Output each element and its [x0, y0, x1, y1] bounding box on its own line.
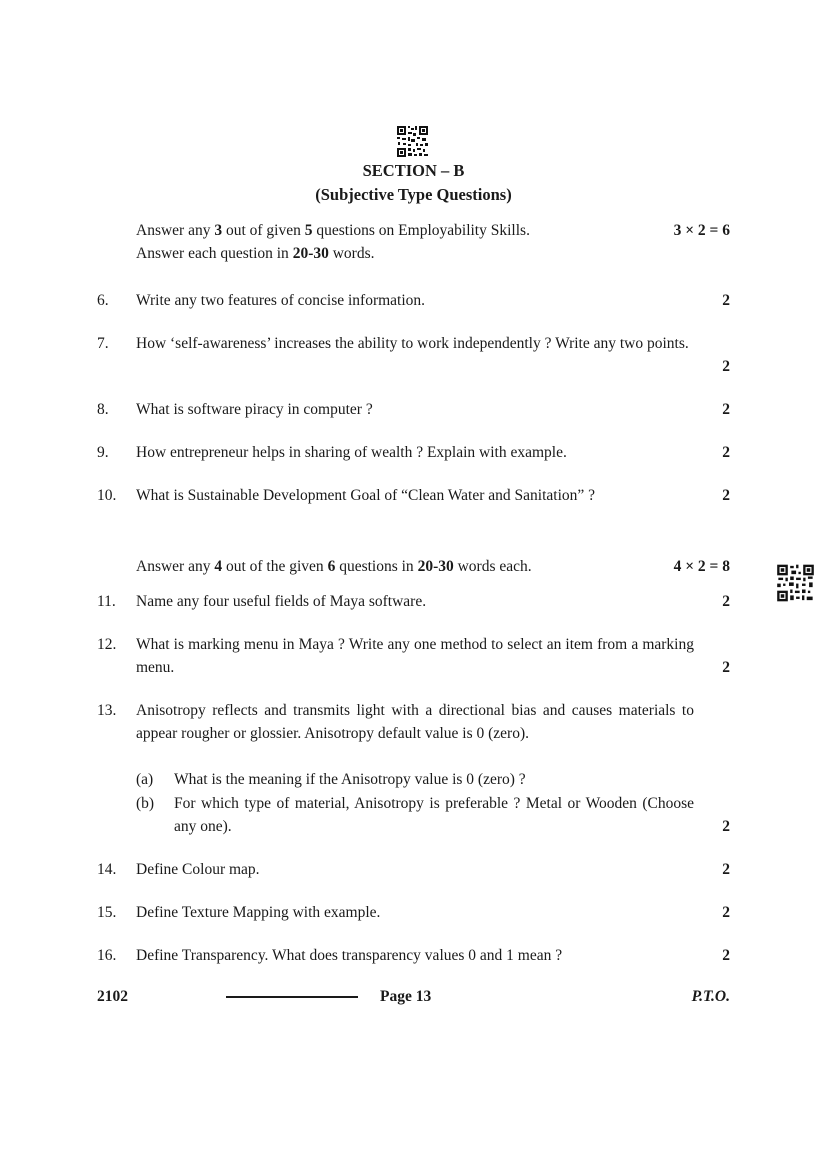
- question-marks: 2: [722, 593, 730, 610]
- question-marks: 2: [722, 947, 730, 964]
- page-number: Page 13: [380, 988, 432, 1005]
- question-text: Write any two features of concise information.: [136, 292, 426, 309]
- question-marks: 2: [722, 292, 730, 309]
- section-subtitle: (Subjective Type Questions): [315, 185, 512, 204]
- question-text: What is software piracy in computer ?: [136, 401, 373, 418]
- question-number: 9.: [97, 444, 109, 461]
- question-marks: 2: [722, 818, 730, 835]
- question-marks: 2: [722, 401, 730, 418]
- question-text: Define Texture Mapping with example.: [136, 904, 381, 921]
- question-number: 8.: [97, 401, 109, 418]
- question-number: 7.: [97, 335, 109, 352]
- question-number: 14.: [97, 861, 117, 878]
- qr-code-side-icon: [776, 563, 815, 603]
- part1-marks-total: 3 × 2 = 6: [673, 222, 730, 239]
- question-number: 10.: [97, 487, 117, 504]
- question-text: Define Colour map.: [136, 861, 260, 878]
- part1-instruction-words: Answer each question in 20-30 words.: [136, 245, 375, 262]
- qr-code-top-icon: [396, 125, 429, 158]
- question-text: Name any four useful fields of Maya software.: [136, 593, 427, 610]
- question-marks: 2: [722, 861, 730, 878]
- question-text: How entrepreneur helps in sharing of wealth ? Explain with example.: [136, 444, 567, 461]
- question-text: What is Sustainable Development Goal of “Clean Water and Sanitation” ?: [136, 487, 596, 504]
- question-marks: 2: [722, 487, 730, 504]
- question-text: What is marking menu in Maya ? Write any one method to select an item from a marking menu.: [136, 636, 694, 676]
- question-number: 15.: [97, 904, 117, 921]
- question-text: Define Transparency. What does transparency values 0 and 1 mean ?: [136, 947, 563, 964]
- question-text: How ‘self-awareness’ increases the ability to work independently ? Write any two points.: [136, 335, 689, 352]
- subpart-text: For which type of material, Anisotropy is preferable ? Metal or Wooden (Choose any one).: [174, 795, 694, 835]
- footer-rule: [226, 996, 358, 998]
- question-number: 6.: [97, 292, 109, 309]
- paper-code: 2102: [97, 988, 128, 1005]
- question-number: 16.: [97, 947, 117, 964]
- subpart-text: What is the meaning if the Anisotropy value is 0 (zero) ?: [174, 771, 526, 788]
- question-marks: 2: [722, 904, 730, 921]
- part1-instruction: Answer any 3 out of given 5 questions on Employability Skills.: [136, 222, 530, 239]
- subpart-label: (a): [136, 771, 154, 788]
- question-marks: 2: [722, 444, 730, 461]
- question-number: 12.: [97, 636, 117, 653]
- question-text: Anisotropy reflects and transmits light with a directional bias and causes materials to appear rougher or glossier. Anisotropy default value is 0 (zero).: [136, 702, 694, 742]
- part2-instruction: Answer any 4 out of the given 6 questions in 20-30 words each.: [136, 558, 532, 575]
- part2-marks-total: 4 × 2 = 8: [673, 558, 730, 575]
- question-number: 11.: [97, 593, 116, 610]
- pto-label: P.T.O.: [691, 988, 730, 1005]
- question-marks: 2: [722, 358, 730, 375]
- question-number: 13.: [97, 702, 117, 719]
- question-marks: 2: [722, 659, 730, 676]
- section-title: SECTION – B: [362, 161, 465, 180]
- subpart-label: (b): [136, 795, 155, 812]
